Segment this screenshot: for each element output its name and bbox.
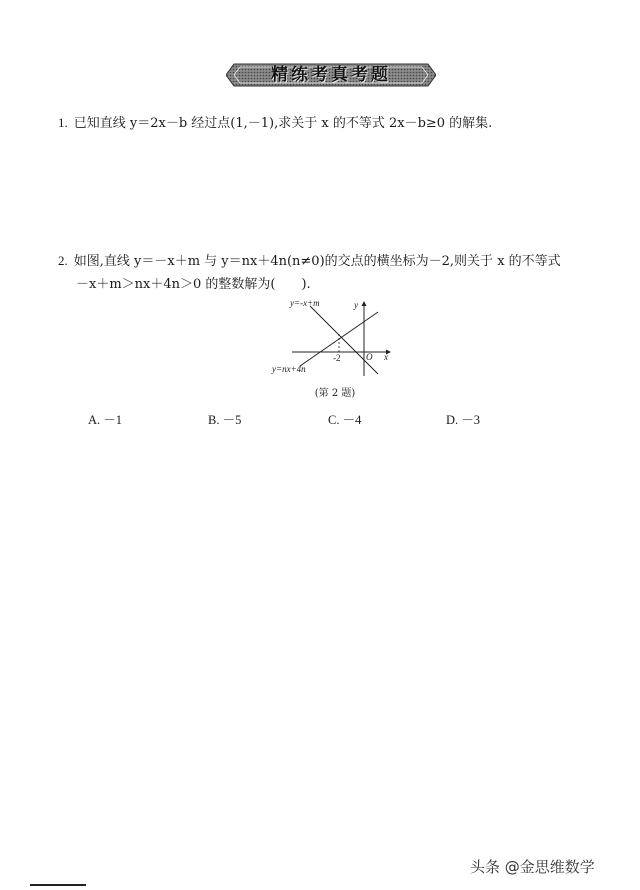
y-axis-arrow-icon xyxy=(362,301,367,306)
label-origin: O xyxy=(366,352,373,362)
choice-c[interactable]: C. －4 xyxy=(328,413,362,427)
figure-caption: (第 2 题) xyxy=(314,388,356,399)
question-1-text: 已知直线 y＝2x－b 经过点(1,－1),求关于 x 的不等式 2x－b≥0 的解集. xyxy=(73,116,493,131)
question-2-text-line1: 如图,直线 y＝－x＋m 与 y＝nx＋4n(n≠0)的交点的横坐标为－2,则关于 x 的不等式 xyxy=(73,254,561,269)
choice-d[interactable]: D. －3 xyxy=(446,413,481,427)
question-1 xyxy=(58,114,492,133)
line-neg-x-plus-m xyxy=(310,306,378,374)
choice-b[interactable]: B. －5 xyxy=(208,413,242,427)
label-x-axis: x xyxy=(384,352,388,362)
section-title: 精练考真考题 xyxy=(271,65,391,85)
graph-figure xyxy=(270,296,400,378)
section-banner xyxy=(226,62,436,88)
label-line-nx-plus-4n: y=nx+4n xyxy=(272,364,306,374)
choice-a[interactable]: A. －1 xyxy=(88,413,123,427)
question-2-number: 2. xyxy=(58,253,68,268)
question-2-line2 xyxy=(76,276,311,294)
label-y-axis: y xyxy=(354,300,358,310)
label-line-neg-x-plus-m: y=-x+m xyxy=(290,298,320,308)
question-2 xyxy=(58,252,561,271)
label-neg-2: -2 xyxy=(333,353,341,363)
question-1-number: 1. xyxy=(58,115,68,130)
watermark: 头条 @金思维数学 xyxy=(470,858,595,876)
question-2-text-line2: －x＋m＞nx＋4n＞0 的整数解为( ). xyxy=(76,277,311,292)
footer-rule xyxy=(30,884,86,886)
